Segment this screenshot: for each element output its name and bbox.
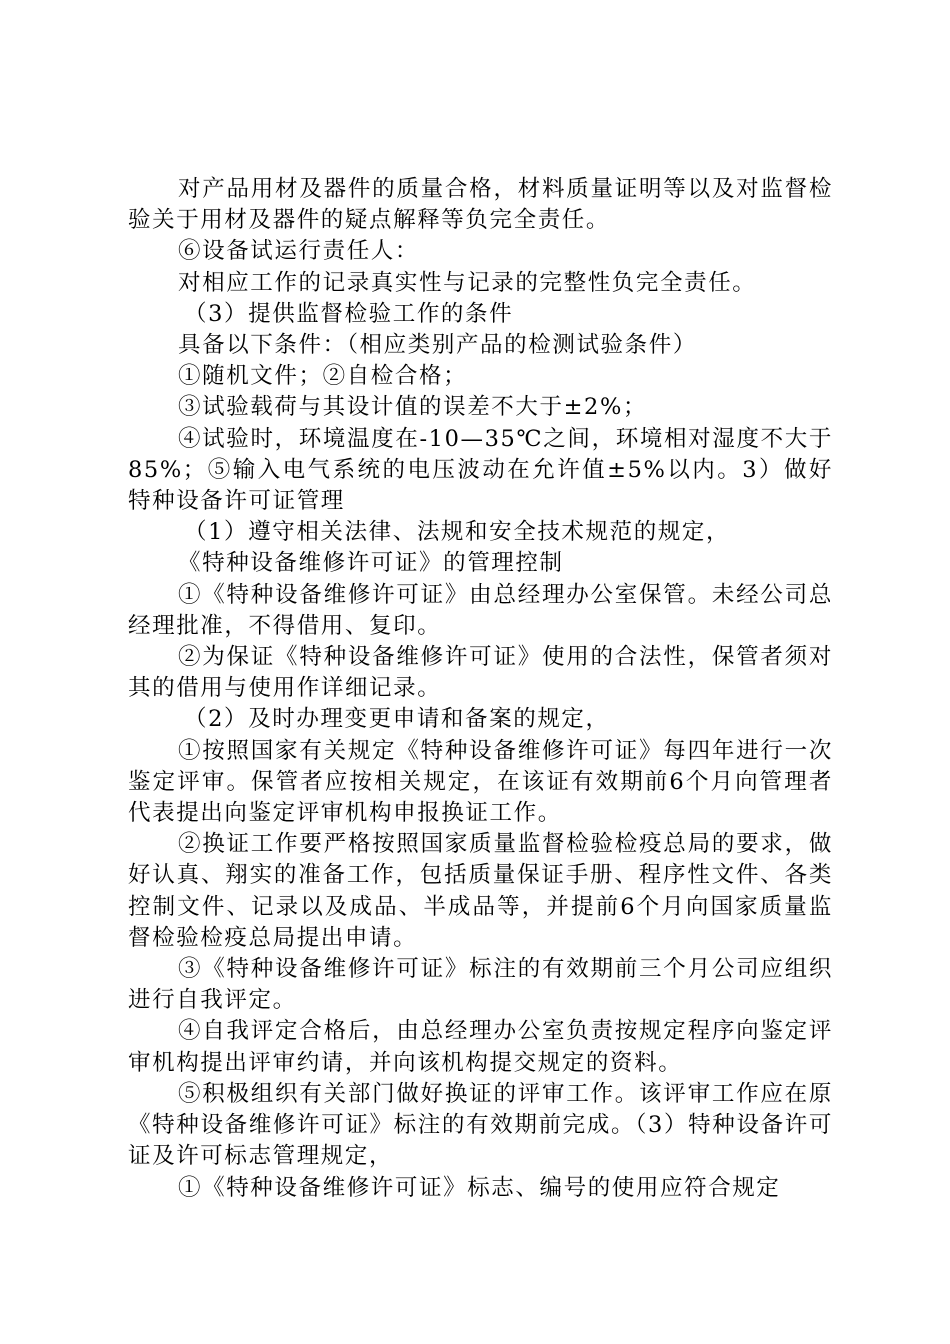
paragraph: ③《特种设备维修许可证》标注的有效期前三个月公司应组织进行自我评定。: [128, 956, 833, 1014]
paragraph: 具备以下条件：（相应类别产品的检测试验条件）: [178, 332, 697, 359]
paragraph: （2）及时办理变更申请和备案的规定，: [184, 706, 610, 733]
paragraph: ④自我评定合格后，由总经理办公室负责按规定程序向鉴定评审机构提出评审约请，并向该机构提交规定的资料。: [128, 1018, 833, 1076]
paragraph: ②换证工作要严格按照国家质量监督检验检疫总局的要求，做好认真、翔实的准备工作，包括质量保证手册、程序性文件、各类控制文件、记录以及成品、半成品等，并提前6个月向国家质量监督检验检疫总局提出申请。: [128, 831, 833, 951]
paragraph: ①随机文件；②自检合格；: [178, 363, 468, 390]
paragraph: （3）提供监督检验工作的条件: [184, 300, 514, 327]
paragraph: ②为保证《特种设备维修许可证》使用的合法性，保管者须对其的借用与使用作详细记录。: [128, 644, 833, 702]
document-body: [128, 174, 833, 1204]
paragraph: ①《特种设备维修许可证》由总经理办公室保管。未经公司总经理批准，不得借用、复印。: [128, 581, 833, 639]
paragraph: ④试验时，环境温度在-10—35℃之间，环境相对湿度不大于85%；⑤输入电气系统的电压波动在允许值±5%以内。3）做好特种设备许可证管理: [128, 425, 833, 515]
paragraph: ①按照国家有关规定《特种设备维修许可证》每四年进行一次鉴定评审。保管者应按相关规定，在该证有效期前6个月向管理者代表提出向鉴定评审机构申报换证工作。: [128, 737, 833, 827]
paragraph: 对相应工作的记录真实性与记录的完整性负完全责任。: [178, 269, 757, 296]
paragraph: （1）遵守相关法律、法规和安全技术规范的规定，: [184, 519, 731, 546]
paragraph: 对产品用材及器件的质量合格，材料质量证明等以及对监督检验关于用材及器件的疑点解释等负完全责任。: [128, 176, 833, 234]
paragraph: ③试验载荷与其设计值的误差不大于±2%；: [178, 394, 648, 421]
paragraph: 《特种设备维修许可证》的管理控制: [178, 550, 564, 577]
paragraph: ⑥设备试运行责任人：: [178, 238, 420, 265]
paragraph: ①《特种设备维修许可证》标志、编号的使用应符合规定: [178, 1174, 781, 1201]
paragraph: ⑤积极组织有关部门做好换证的评审工作。该评审工作应在原《特种设备维修许可证》标注的有效期前完成。（3）特种设备许可证及许可标志管理规定，: [128, 1080, 833, 1170]
